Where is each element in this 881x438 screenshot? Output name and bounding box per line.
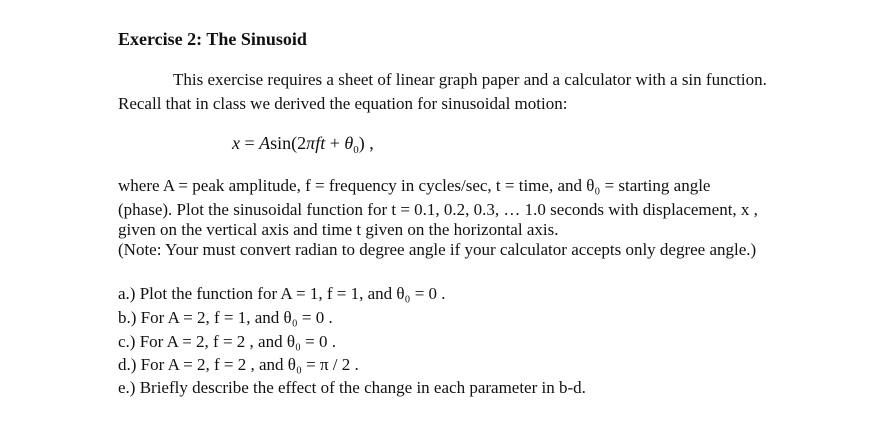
intro-line-2: Recall that in class we derived the equation for sinusoidal motion: <box>118 94 568 113</box>
task-item-e: e.) Briefly describe the effect of the change in each parameter in b-d. <box>118 378 586 397</box>
equation-pi: π <box>306 133 316 153</box>
equation-theta: θ <box>344 133 354 153</box>
equation-theta-subscript: 0 <box>353 144 359 156</box>
sinusoid-equation <box>232 132 374 161</box>
equation-equals: = <box>244 133 260 153</box>
equation-end: ) , <box>358 133 374 153</box>
equation-amplitude: A <box>259 133 271 153</box>
exercise-title: Exercise 2: The Sinusoid <box>118 29 307 49</box>
definition-line-2: (phase). Plot the sinusoidal function for t = 0.1, 0.2, 0.3, … 1.0 seconds with displacement, x , <box>118 200 758 219</box>
task-item-b: b.) For A = 2, f = 1, and θ₀ = 0 . <box>118 308 333 327</box>
intro-line-1: This exercise requires a sheet of linear graph paper and a calculator with a sin function. <box>173 70 767 89</box>
definition-note: (Note: Your must convert radian to degree angle if your calculator accepts only degree angle.) <box>118 240 757 259</box>
task-item-a: a.) Plot the function for A = 1, f = 1, and θ₀ = 0 . <box>118 284 446 303</box>
equation-plus: + <box>325 133 345 153</box>
definition-line-3: given on the vertical axis and time t given on the horizontal axis. <box>118 220 559 239</box>
equation-sin: sin(2 <box>270 133 307 153</box>
task-item-c: c.) For A = 2, f = 2 , and θ₀ = 0 . <box>118 332 337 351</box>
definition-line-1: where A = peak amplitude, f = frequency in cycles/sec, t = time, and θ₀ = starting angle <box>118 176 711 195</box>
task-item-d: d.) For A = 2, f = 2 , and θ₀ = π / 2 . <box>118 355 359 374</box>
equation-ft: ft <box>315 133 326 153</box>
equation-lhs: x <box>232 133 240 153</box>
